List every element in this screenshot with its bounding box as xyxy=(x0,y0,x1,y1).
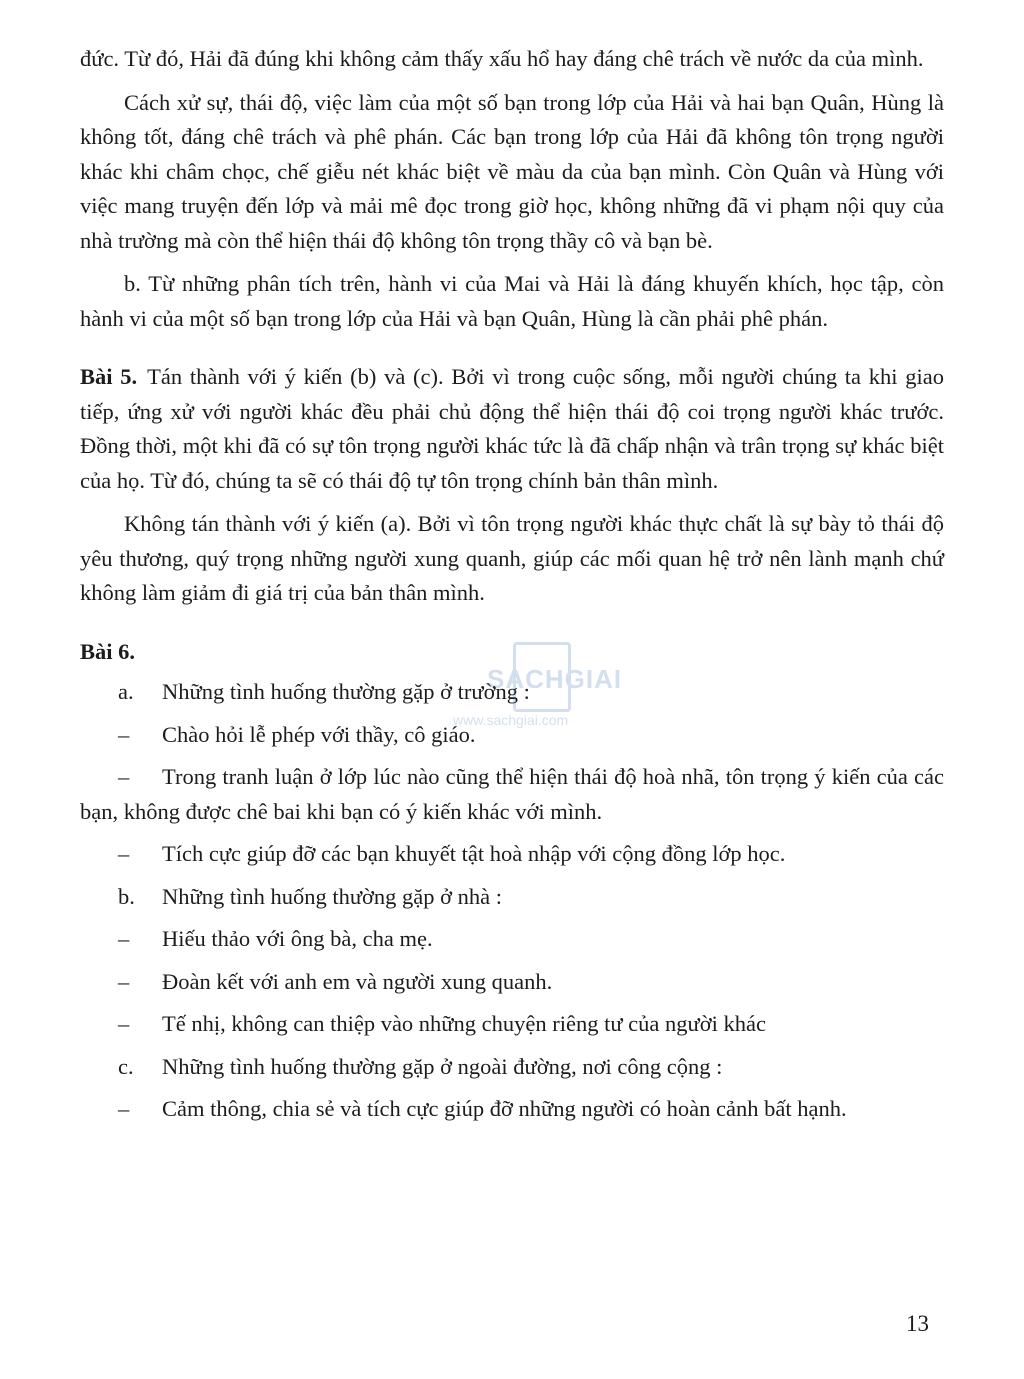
list-item-text: Tế nhị, không can thiệp vào những chuyện riêng tư của người khác xyxy=(162,1011,766,1036)
list-marker: a. xyxy=(118,679,134,704)
list-item xyxy=(80,965,944,1000)
page-body xyxy=(80,42,944,1127)
list-item xyxy=(80,718,944,753)
list-marker: – xyxy=(118,1011,130,1036)
exercise-6-list xyxy=(80,675,944,1127)
list-item xyxy=(80,760,944,829)
exercise-5-label: Bài 5. xyxy=(80,364,138,389)
exercise-6-label: Bài 6. xyxy=(80,638,136,664)
list-item-text: Tích cực giúp đỡ các bạn khuyết tật hoà nhập với cộng đồng lớp học. xyxy=(162,841,786,866)
list-item xyxy=(80,1092,944,1127)
list-marker: – xyxy=(118,721,130,747)
list-item-text: Hiếu thảo với ông bà, cha mẹ. xyxy=(162,926,433,951)
list-marker: – xyxy=(118,1096,130,1121)
list-item-text: Chào hỏi lễ phép với thầy, cô giáo. xyxy=(162,721,476,747)
list-item-text: Đoàn kết với anh em và người xung quanh. xyxy=(162,968,553,994)
list-item xyxy=(80,675,944,710)
list-marker: – xyxy=(118,841,130,866)
watermark-url: www.sachgiai.com xyxy=(453,712,569,728)
exercise-5 xyxy=(80,360,944,498)
paragraph-conclusion-b: b. Từ những phân tích trên, hành vi của Mai và Hải là đáng khuyến khích, học tập, còn hành vi của một số bạn trong lớp của Hải và bạn Quân, Hùng là cần phải phê phán. xyxy=(80,271,944,331)
list-marker: c. xyxy=(118,1053,134,1079)
watermark-brand: SACHGIAI xyxy=(487,664,623,694)
paragraph-conduct-critique: Cách xử sự, thái độ, việc làm của một số bạn trong lớp của Hải và hai bạn Quân, Hùng là không tốt, đáng chê trách và phê phán. Các bạn trong lớp của Hải đã không tôn trọng người khác khi châm chọc, chế giễu nét khác biệt về màu da của bạn mình. Còn Quân và Hùng với việc mang truyện đến lớp và mải mê đọc trong giờ học, không những đã vi phạm nội quy của nhà trường mà còn thể hiện thái độ không tôn trọng thầy cô và bạn bè. xyxy=(80,89,944,253)
paragraph-continuation: đức. Từ đó, Hải đã đúng khi không cảm thấy xấu hổ hay đáng chê trách về nước da của mình. xyxy=(80,46,924,71)
exercise-5-paragraph-2: Không tán thành với ý kiến (a). Bởi vì tôn trọng người khác thực chất là sự bày tỏ thái độ yêu thương, quý trọng những người xung quanh, giúp các mối quan hệ trở nên lành mạnh chứ không làm giảm đi giá trị của bản thân mình. xyxy=(80,511,944,605)
exercise-5-text: Tán thành với ý kiến (b) và (c). Bởi vì trong cuộc sống, mỗi người chúng ta khi giao tiếp, ứng xử với người khác đều phải chủ động thể hiện thái độ coi trọng người khác trước. Đồng thời, một khi đã có sự tôn trọng người khác tức là đã chấp nhận và trân trọng sự khác biệt của họ. Từ đó, chúng ta sẽ có thái độ tự tôn trọng chính bản thân mình. xyxy=(80,364,944,493)
list-item-text: Những tình huống thường gặp ở trường : xyxy=(162,679,530,704)
list-marker: b. xyxy=(118,883,135,909)
list-marker: – xyxy=(118,926,130,951)
list-item-text: Những tình huống thường gặp ở nhà : xyxy=(162,883,503,909)
list-item-text: Cảm thông, chia sẻ và tích cực giúp đỡ những người có hoàn cảnh bất hạnh. xyxy=(162,1096,847,1121)
list-item-text: Trong tranh luận ở lớp lúc nào cũng thể hiện thái độ hoà nhã, tôn trọng ý kiến của các bạn, không được chê bai khi bạn có ý kiến khác với mình. xyxy=(80,764,944,824)
page-number: 13 xyxy=(906,1311,929,1336)
list-item-text: Những tình huống thường gặp ở ngoài đường, nơi công cộng : xyxy=(162,1053,723,1079)
list-item xyxy=(80,1050,944,1085)
list-item xyxy=(80,922,944,957)
list-marker: – xyxy=(118,968,130,994)
list-item xyxy=(80,837,944,872)
list-marker: – xyxy=(118,764,130,789)
list-item xyxy=(80,1007,944,1042)
list-item xyxy=(80,880,944,915)
